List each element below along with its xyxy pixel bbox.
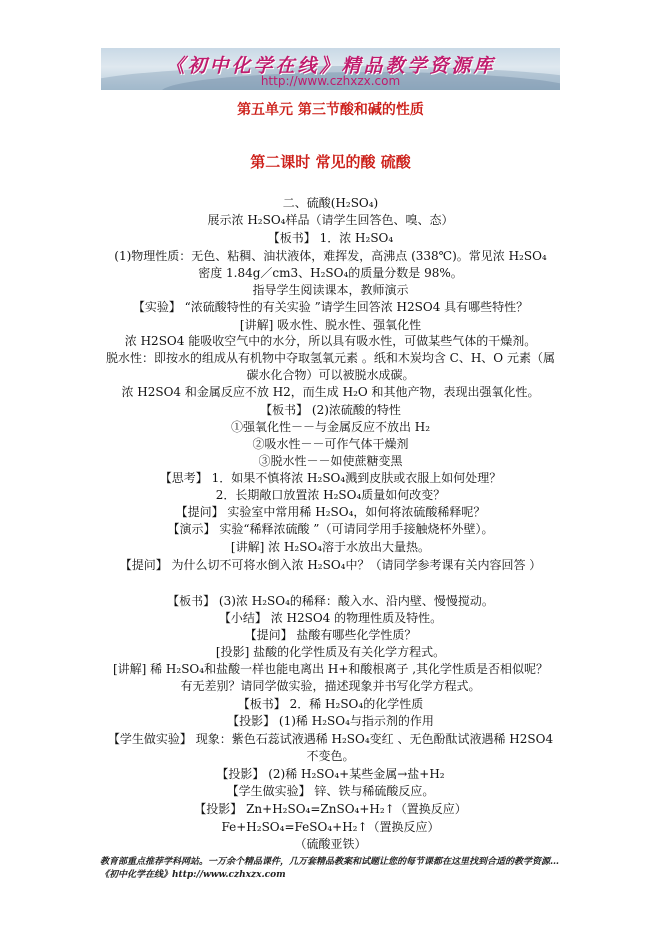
text-line: 【提问】 实验室中常用稀 H₂SO₄，如何将浓硫酸稀释呢？: [175, 505, 486, 519]
text-line: （硫酸亚铁）: [294, 837, 367, 851]
text-line: 【投影】 (1)稀 H₂SO₄与指示剂的作用: [227, 714, 434, 728]
text-line: 有无差别？请同学做实验，描述现象并书写化学方程式。: [180, 679, 481, 693]
text-line: Fe+H₂SO₄=FeSO₄+H₂↑（置换反应）: [221, 820, 440, 834]
text-line: 【板书】 (3)浓 H₂SO₄的稀释：酸入水、沿内壁、慢慢搅动。: [167, 594, 494, 608]
footer-note: 教育部重点推荐学科网站。一万余个精品课件，几万套精品教案和试题让您的每节课都在这里找到合适的教学资源…《初中化学在线》http://www.czhxzx.com: [100, 857, 560, 880]
text-line: 指导学生阅读课本，教师演示: [252, 283, 409, 297]
text-line: 2．长期敞口放置浓 H₂SO₄质量如何改变？: [215, 488, 446, 502]
text-line: 【投影】 (2)稀 H₂SO₄+某些金属→盐+H₂: [216, 767, 445, 781]
text-line: 【提问】 为什么切不可将水倒入浓 H₂SO₄中？（请同学参考课有关内容回答 ）: [119, 558, 542, 572]
text-line: 【板书】 (2)浓硫酸的特性: [260, 403, 401, 417]
text-line: 【演示】 实验“稀释浓硫酸 ”（可请同学用手接触烧杯外壁）。: [167, 522, 494, 536]
text-line: 展示浓 H₂SO₄样品（请学生回答色、嗅、态）: [207, 213, 454, 227]
text-line: 浓 H2SO4 和金属反应不放 H2，而生成 H₂O 和其他产物，表现出强氧化性。: [121, 385, 540, 399]
text-line: ③脱水性－－如使蔗糖变黑: [258, 454, 403, 468]
lesson-title: 第二课时 常见的酸 硫酸: [250, 153, 411, 171]
text-line: 【实验】 “浓硫酸特性的有关实验 ”请学生回答浓 H2SO4 具有哪些特性？: [132, 300, 529, 314]
text-line: 【板书】 2．稀 H₂SO₄的化学性质: [237, 697, 424, 711]
section-heading: 二、硫酸(H₂SO₄): [282, 196, 379, 210]
text-line: 不变色。: [306, 749, 355, 763]
banner-title: 《初中化学在线》精品教学资源库: [165, 55, 496, 77]
site-banner: [101, 48, 560, 90]
text-line: ①强氧化性－－与金属反应不放出 H₂: [230, 420, 431, 434]
text-line: 【学生做实验】 锌、铁与稀硫酸反应。: [226, 784, 435, 798]
text-line: ②吸水性－－可作气体干燥剂: [252, 437, 409, 451]
text-line: [讲解] 吸水性、脱水性、强氧化性: [239, 318, 422, 332]
text-line: 碳水化合物）可以被脱水成碳。: [246, 368, 415, 382]
text-line: 脱水性：即按水的组成从有机物中夺取氢氧元素 。纸和木炭均含 C、H、O 元素（属: [106, 351, 555, 365]
text-line: 【学生做实验】 现象：紫色石蕊试液遇稀 H₂SO₄变红 、无色酚酞试液遇稀 H2SO4: [107, 732, 554, 746]
text-line: 【提问】 盐酸有哪些化学性质？: [244, 628, 417, 642]
text-line: [投影] 盐酸的化学性质及有关化学方程式。: [215, 645, 446, 659]
text-line: 密度 1.84g／cm3、H₂SO₄的质量分数是 98%。: [198, 266, 463, 280]
text-line: (1)物理性质：无色、粘稠、油状液体，难挥发，高沸点 (338℃)。常见浓 H₂SO₄: [114, 249, 547, 263]
text-line: 浓 H2SO4 能吸收空气中的水分，所以具有吸水性，可做某些气体的干燥剂。: [124, 334, 537, 348]
text-line: 【小结】 浓 H2SO4 的物理性质及特性。: [218, 611, 443, 625]
text-line: 【投影】 Zn+H₂SO₄=ZnSO₄+H₂↑（置换反应）: [194, 802, 467, 816]
text-line: [讲解] 稀 H₂SO₄和盐酸一样也能电离出 H+和酸根离子 ,其化学性质是否相似呢？: [112, 662, 549, 676]
text-line: [讲解] 浓 H₂SO₄溶于水放出大量热。: [230, 540, 431, 554]
text-line: 【思考】 1．如果不慎将浓 H₂SO₄溅到皮肤或衣服上如何处理？: [159, 471, 502, 485]
text-line: 【板书】 1．浓 H₂SO₄: [267, 231, 394, 245]
unit-title: 第五单元 第三节酸和碱的性质: [237, 102, 424, 118]
banner-url[interactable]: http://www.czhxzx.com: [260, 74, 401, 88]
